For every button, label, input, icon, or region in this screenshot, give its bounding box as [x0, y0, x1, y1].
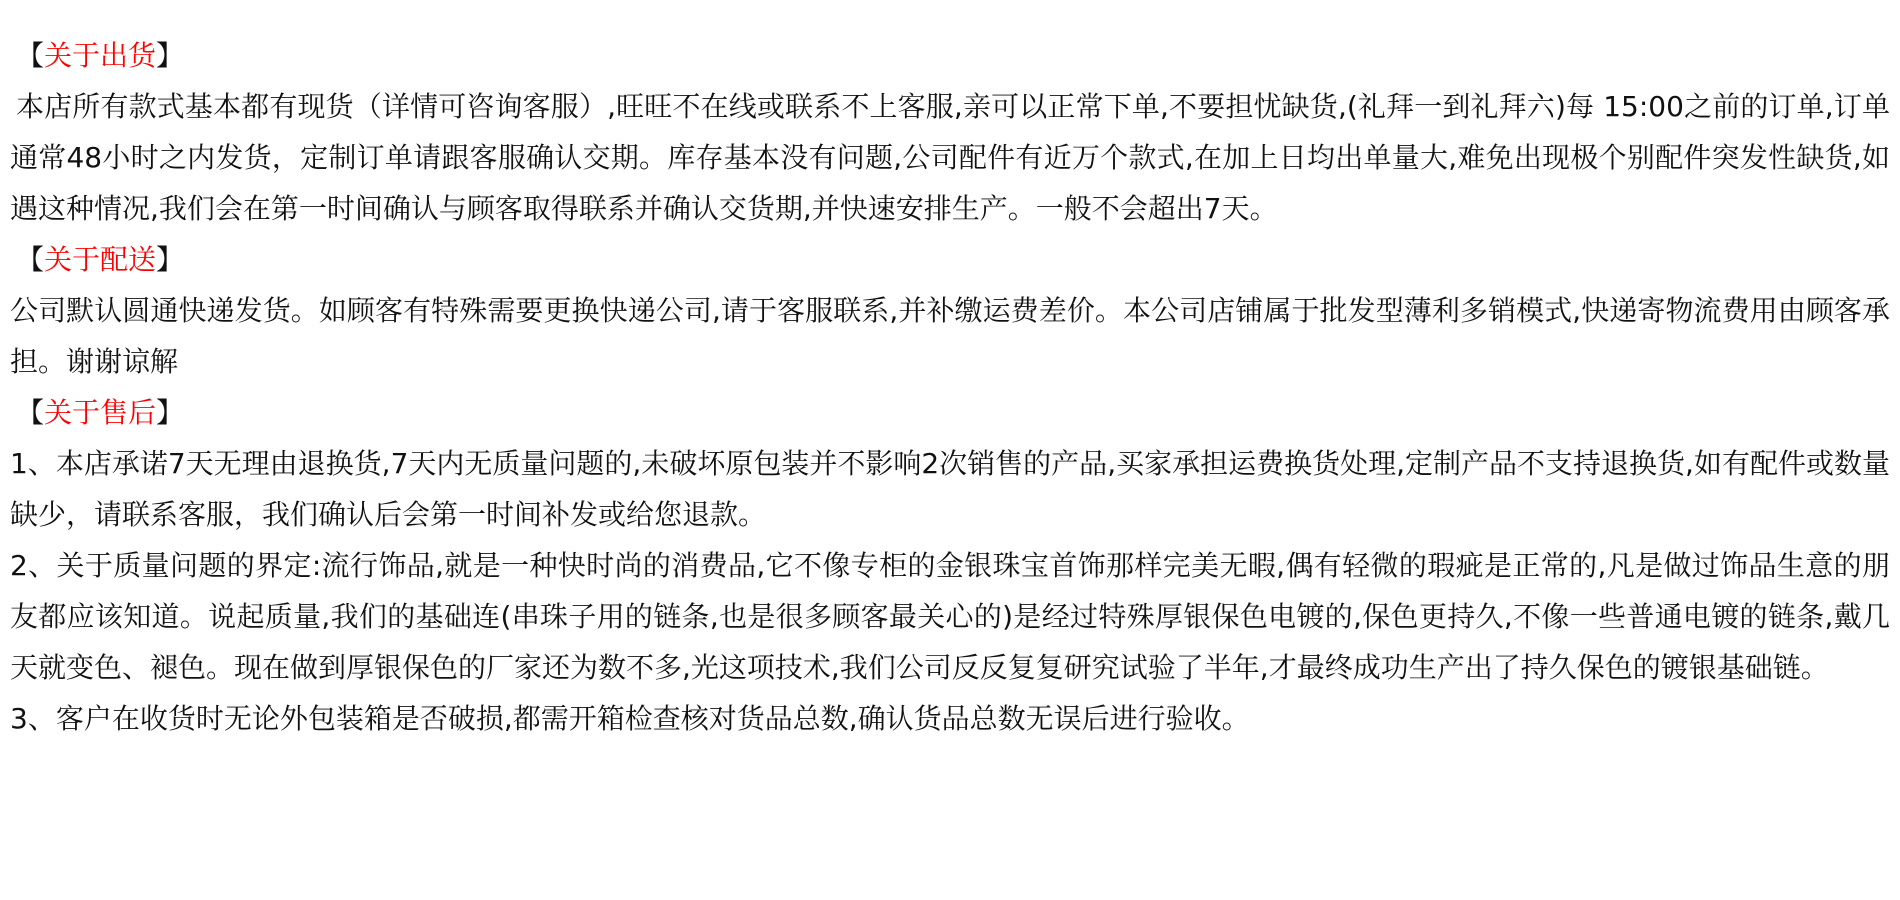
section-heading-delivery: [16, 234, 1890, 285]
heading-bracket-close: 】: [156, 396, 185, 429]
heading-text: 关于售后: [44, 396, 157, 429]
heading-bracket-open: 【: [16, 396, 45, 429]
delivery-paragraph: 公司默认圆通快递发货。如顾客有特殊需要更换快递公司,请于客服联系,并补缴运费差价。本公司店铺属于批发型薄利多销模式,快递寄物流费用由顾客承担。谢谢谅解: [10, 294, 1890, 378]
heading-text: 关于配送: [44, 243, 157, 276]
section-heading-shipping: [16, 30, 1890, 81]
after-sales-item-3: 3、客户在收货时无论外包装箱是否破损,都需开箱检查核对货品总数,确认货品总数无误后进行验收。: [10, 702, 1250, 735]
section-shipping: [10, 30, 1890, 234]
heading-bracket-close: 】: [156, 243, 185, 276]
section-after-sales: [10, 387, 1890, 744]
policy-document: [10, 30, 1890, 744]
section-delivery: [10, 234, 1890, 387]
section-heading-after-sales: [16, 387, 1890, 438]
heading-bracket-close: 】: [156, 39, 185, 72]
heading-bracket-open: 【: [16, 243, 45, 276]
heading-text: 关于出货: [44, 39, 157, 72]
after-sales-item-2: 2、关于质量问题的界定:流行饰品,就是一种快时尚的消费品,它不像专柜的金银珠宝首饰那样完美无暇,偶有轻微的瑕疵是正常的,凡是做过饰品生意的朋友都应该知道。说起质量,我们的基础连(串珠子用的链条,也是很多顾客最关心的)是经过特殊厚银保色电镀的,保色更持久,不像一些普通电镀的链条,戴几天就变色、褪色。现在做到厚银保色的厂家还为数不多,光这项技术,我们公司反反复复研究试验了半年,才最终成功生产出了持久保色的镀银基础链。: [10, 549, 1890, 684]
shipping-paragraph: 本店所有款式基本都有现货（详情可咨询客服）,旺旺不在线或联系不上客服,亲可以正常下单,不要担忧缺货,(礼拜一到礼拜六)每 15:00之前的订单,订单通常48小时之内发货，定制订单请跟客服确认交期。库存基本没有问题,公司配件有近万个款式,在加上日均出单量大,难免出现极个别配件突发性缺货,如遇这种情况,我们会在第一时间确认与顾客取得联系并确认交货期,并快速安排生产。一般不会超出7天。: [10, 90, 1890, 225]
heading-bracket-open: 【: [16, 39, 45, 72]
after-sales-item-1: 1、本店承诺7天无理由退换货,7天内无质量问题的,未破坏原包装并不影响2次销售的产品,买家承担运费换货处理,定制产品不支持退换货,如有配件或数量缺少，请联系客服，我们确认后会第一时间补发或给您退款。: [10, 447, 1890, 531]
